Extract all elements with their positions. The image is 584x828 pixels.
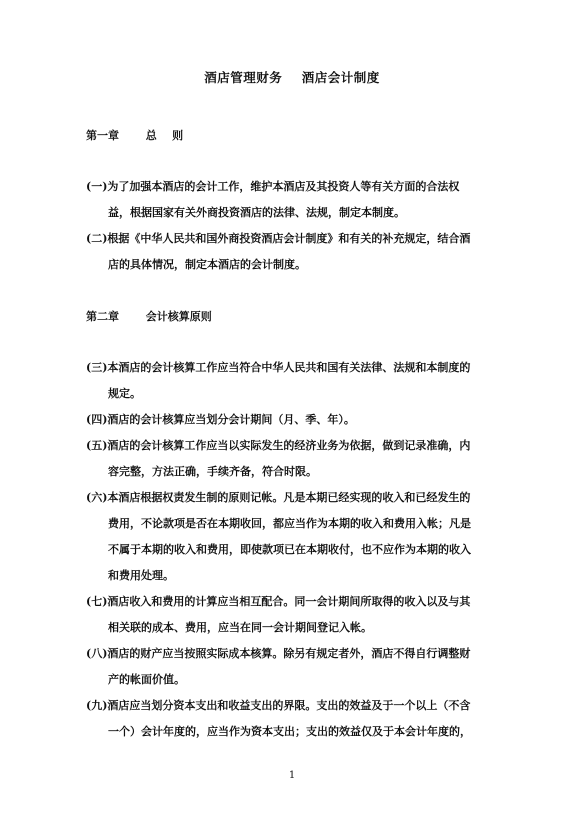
clause-6-line-1: (六)本酒店根据权责发生制的原则记帐。凡是本期已经实现的收入和已经发生的 xyxy=(86,491,471,504)
clause-2-line-2: 店的具体情况，制定本酒店的会计制度。 xyxy=(108,258,306,271)
clause-9-line-2: 一个）会计年度的，应当作为资本支出；支出的效益仅及于本会计年度的， xyxy=(108,725,471,738)
page-number: 1 xyxy=(288,770,296,781)
clause-2-line-1: (二)根据《中华人民共和国外商投资酒店会计制度》和有关的补充规定，结合酒 xyxy=(86,232,471,245)
clause-5-line-2: 容完整，方法正确，手续齐备，符合时限。 xyxy=(108,465,317,478)
clause-6 xyxy=(86,485,500,589)
clause-1-line-2: 益，根据国家有关外商投资酒店的法律、法规，制定本制度。 xyxy=(108,206,405,219)
clause-7 xyxy=(86,589,500,641)
chapter-1-heading: 第一章 总 则 xyxy=(86,129,184,142)
clause-4 xyxy=(86,407,500,433)
clause-1-line-1: (一)为了加强本酒店的会计工作，维护本酒店及其投资人等有关方面的合法权 xyxy=(86,180,460,193)
clause-7-line-2: 相关联的成本、费用，应当在同一会计期间登记入帐。 xyxy=(108,621,372,634)
clause-8 xyxy=(86,641,500,693)
clause-3-line-2: 规定。 xyxy=(108,387,141,400)
clause-7-line-1: (七)酒店收入和费用的计算应当相互配合。同一会计期间所取得的收入以及与其 xyxy=(86,595,471,608)
chapter-2-heading: 第二章 会计核算原则 xyxy=(86,310,212,323)
clause-4-line-1: (四)酒店的会计核算应当划分会计期间（月、季、年）。 xyxy=(86,413,355,426)
clause-3 xyxy=(86,355,500,407)
clause-6-line-3: 不属于本期的收入和费用，即使款项已在本期收付，也不应作为本期的收入 xyxy=(108,543,471,556)
clause-8-line-2: 产的帐面价值。 xyxy=(108,673,185,686)
clause-5-line-1: (五)酒店的会计核算工作应当以实际发生的经济业务为依据，做到记录准确，内 xyxy=(86,439,471,452)
clause-8-line-1: (八)酒店的财产应当按照实际成本核算。除另有规定者外，酒店不得自行调整财 xyxy=(86,647,471,660)
clause-3-line-1: (三)本酒店的会计核算工作应当符合中华人民共和国有关法律、法规和本制度的 xyxy=(86,361,471,374)
clause-5 xyxy=(86,433,500,485)
clause-6-line-4: 和费用处理。 xyxy=(108,569,174,582)
clause-9-line-1: (九)酒店应当划分资本支出和收益支出的界限。支出的效益及于一个以上（不含 xyxy=(86,699,471,712)
clause-1 xyxy=(86,174,500,226)
clause-6-line-2: 费用，不论款项是否在本期收回，都应当作为本期的收入和费用入帐；凡是 xyxy=(108,517,471,530)
document-title: 酒店管理财务 酒店会计制度 xyxy=(204,70,380,85)
clause-9 xyxy=(86,693,500,745)
clause-2 xyxy=(86,226,500,278)
